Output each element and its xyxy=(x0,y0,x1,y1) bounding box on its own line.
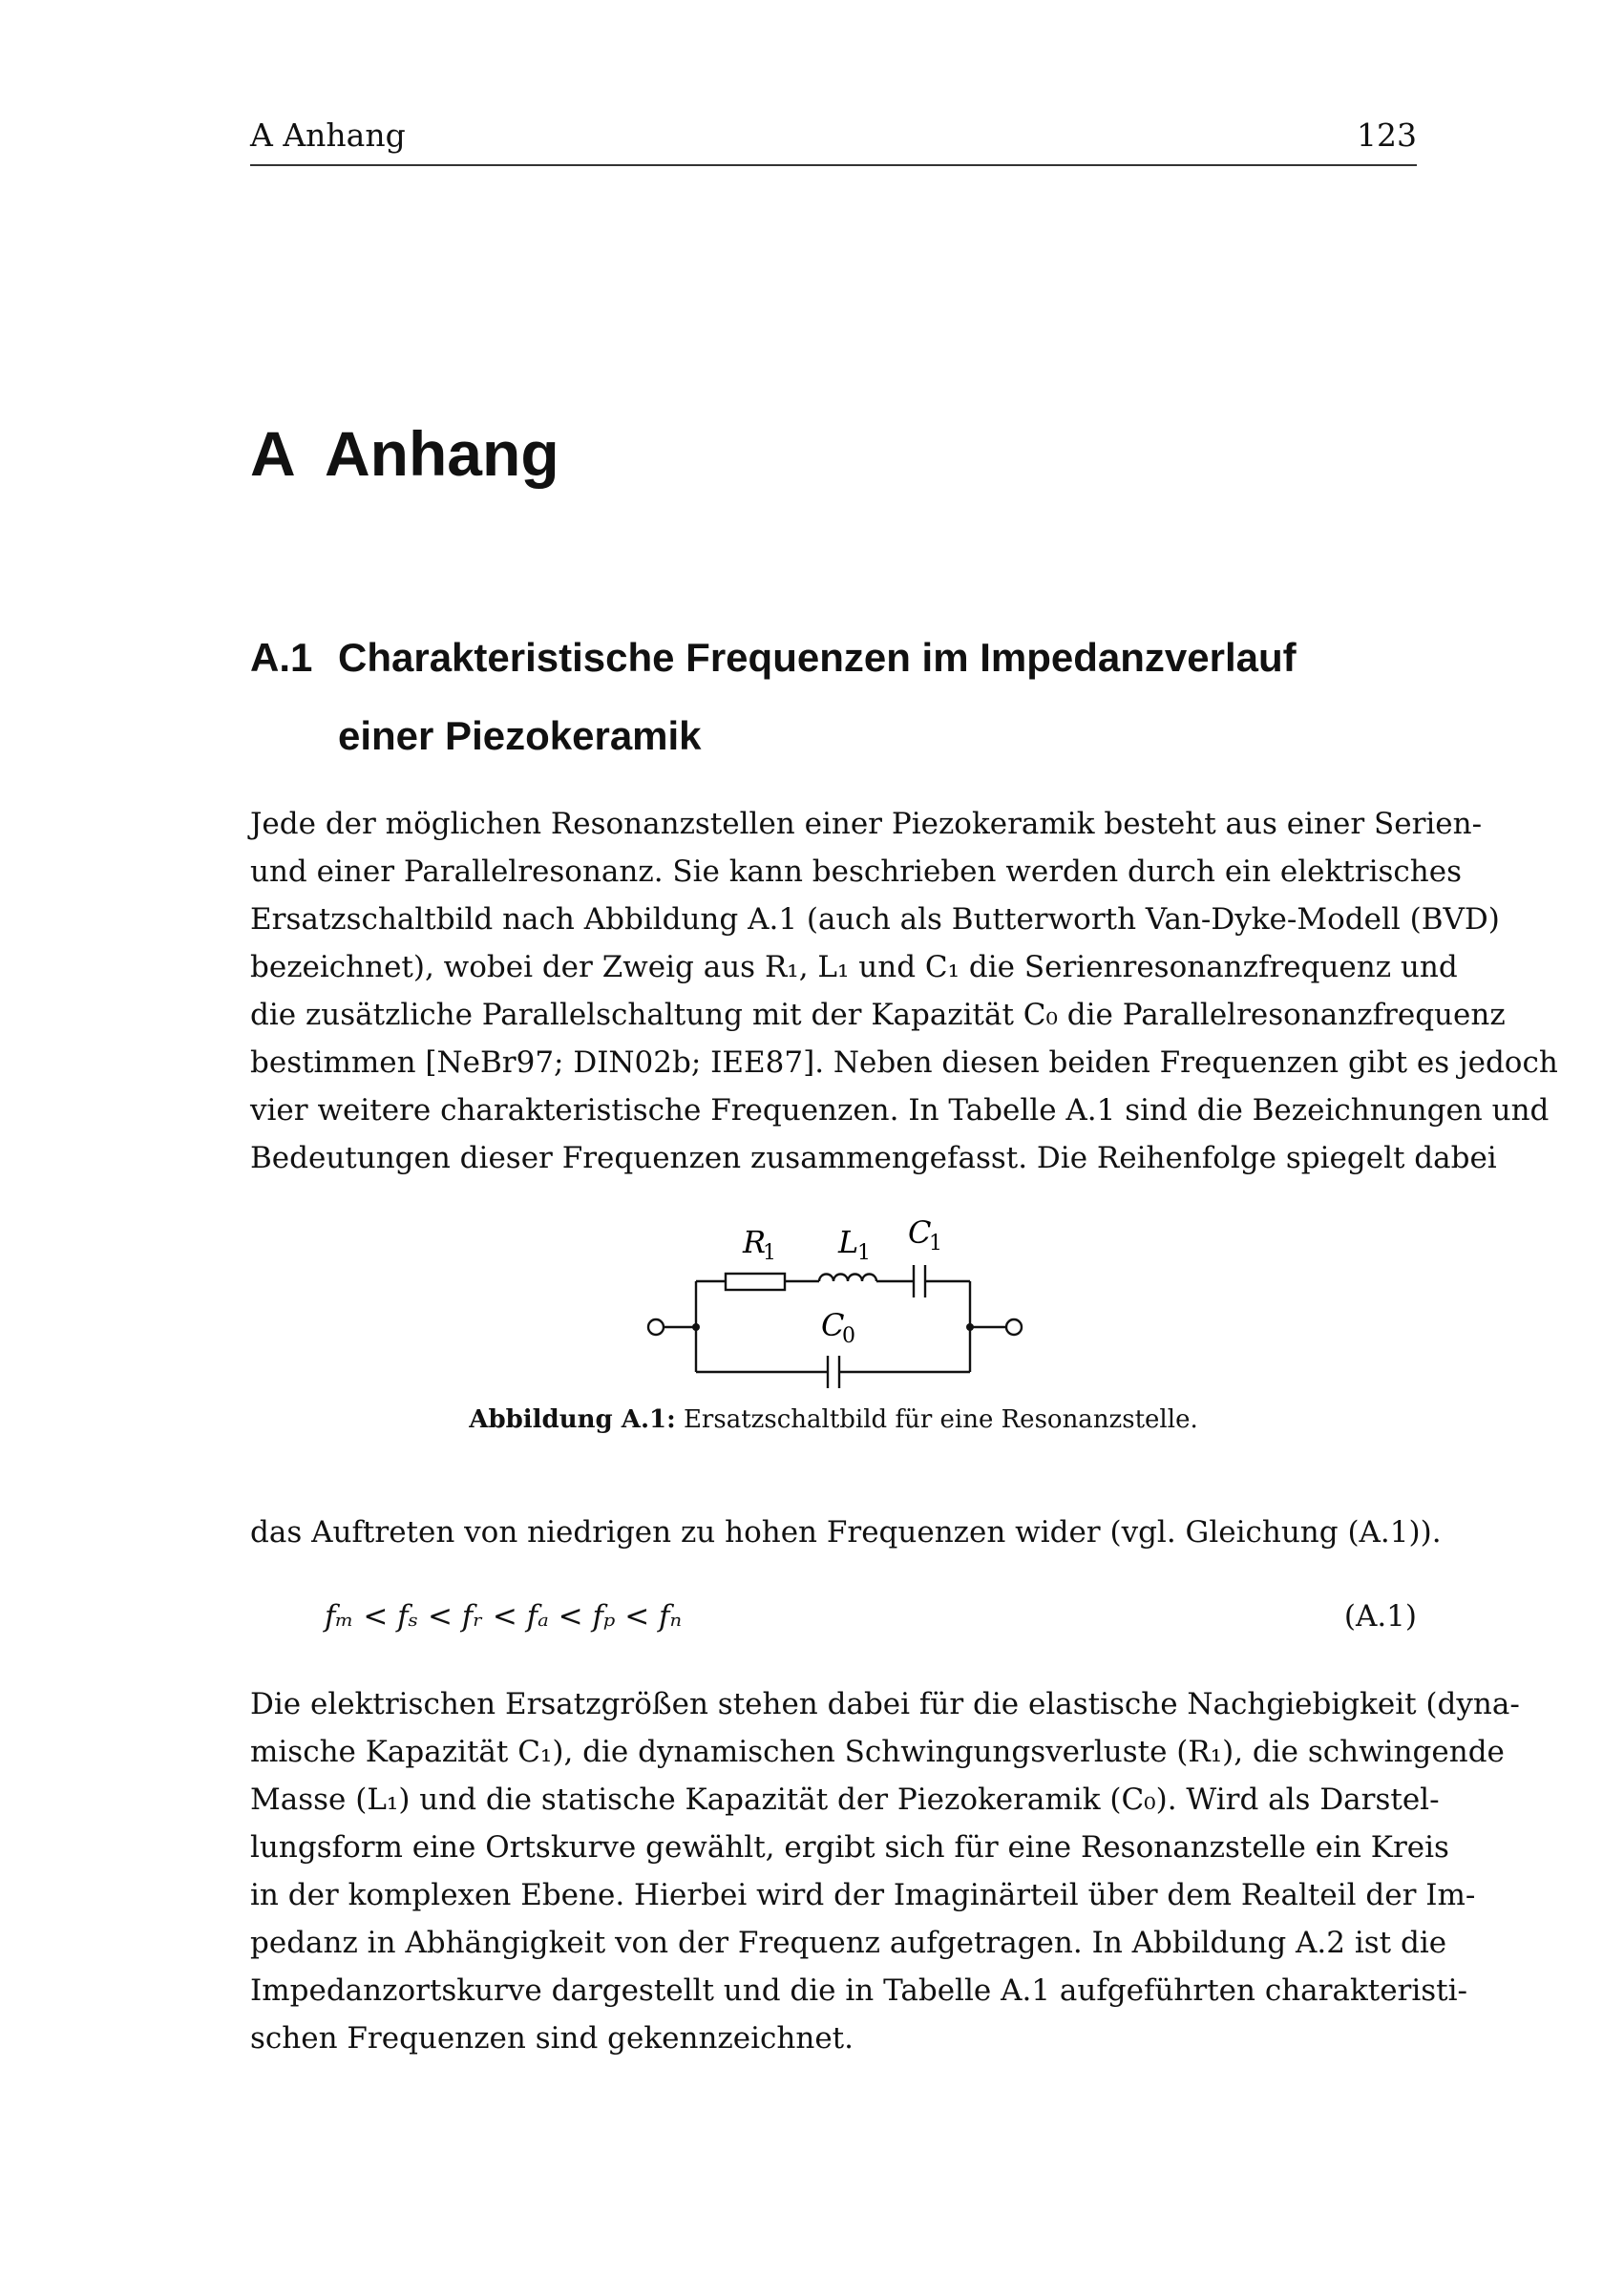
paragraph-3-line: schen Frequenzen sind gekennzeichnet. xyxy=(250,2021,854,2056)
chapter-title-text: Anhang xyxy=(325,418,559,489)
section-title-line-2: einer Piezokeramik xyxy=(338,713,702,758)
caption-text: Ersatzschaltbild für eine Resonanzstelle. xyxy=(675,1405,1198,1434)
section-title-line-1: Charakteristische Frequenzen im Impedanzverlauf xyxy=(338,635,1297,680)
page-number: 123 xyxy=(1357,116,1417,154)
circuit-figure xyxy=(630,1205,1031,1401)
paragraph-1 xyxy=(250,800,1558,1182)
paragraph-3-line: in der komplexen Ebene. Hierbei wird der Imaginärteil über dem Realteil der Im- xyxy=(250,1878,1476,1912)
paragraph-3-line: lungsform eine Ortskurve gewählt, ergibt sich für eine Resonanzstelle ein Kreis xyxy=(250,1830,1449,1865)
left-junction xyxy=(692,1323,700,1331)
running-head xyxy=(250,116,1417,166)
paragraph-1-line: Bedeutungen dieser Frequenzen zusammengefasst. Die Reihenfolge spiegelt dabei xyxy=(250,1141,1497,1175)
paragraph-2-line: das Auftreten von niedrigen zu hohen Frequenzen wider (vgl. Gleichung (A.1)). xyxy=(250,1515,1442,1550)
label-c1: C xyxy=(908,1214,932,1251)
label-r1-subscript: 1 xyxy=(763,1241,776,1265)
figure-caption xyxy=(250,1405,1417,1434)
chapter-number: A xyxy=(250,418,296,489)
circuit-diagram xyxy=(630,1205,1031,1396)
paragraph-1-line: Jede der möglichen Resonanzstellen einer Piezokeramik besteht aus einer Serien- xyxy=(250,807,1483,841)
paragraph-1-line: Ersatzschaltbild nach Abbildung A.1 (auch als Butterworth Van-Dyke-Modell (BVD) xyxy=(250,902,1500,937)
label-c0: C xyxy=(821,1307,845,1343)
paragraph-1-line: vier weitere charakteristische Frequenzen. In Tabelle A.1 sind die Bezeichnungen und xyxy=(250,1093,1550,1128)
inductor-l1 xyxy=(819,1275,876,1282)
paragraph-1-line: bestimmen [NeBr97; DIN02b; IEE87]. Neben diesen beiden Frequenzen gibt es jedoch xyxy=(250,1045,1558,1080)
equation-a1 xyxy=(325,1592,1417,1640)
paragraph-3 xyxy=(250,1680,1520,2062)
paragraph-3-line: Impedanzortskurve dargestellt und die in Tabelle A.1 aufgeführten charakteristi- xyxy=(250,1973,1468,2008)
label-l1: L xyxy=(838,1224,859,1260)
paragraph-1-line: und einer Parallelresonanz. Sie kann beschrieben werden durch ein elektrisches xyxy=(250,854,1462,889)
label-c1-subscript: 1 xyxy=(929,1232,942,1255)
running-head-chapter: A Anhang xyxy=(250,116,406,154)
right-junction xyxy=(966,1323,974,1331)
paragraph-3-line: Masse (L₁) und die statische Kapazität der Piezokeramik (C₀). Wird als Darstel- xyxy=(250,1782,1440,1817)
equation-number: (A.1) xyxy=(1343,1599,1417,1634)
resistor-r1 xyxy=(726,1274,785,1290)
equation-expression: fₘ < fₛ < fᵣ < fₐ < fₚ < fₙ xyxy=(325,1599,683,1634)
paragraph-3-line: mische Kapazität C₁), die dynamischen Schwingungsverluste (R₁), die schwingende xyxy=(250,1735,1505,1769)
chapter-title xyxy=(250,418,559,489)
label-l1-subscript: 1 xyxy=(857,1241,871,1265)
paragraph-1-line: die zusätzliche Parallelschaltung mit der Kapazität C₀ die Parallelresonanzfrequenz xyxy=(250,998,1506,1032)
paragraph-3-line: Die elektrischen Ersatzgrößen stehen dabei für die elastische Nachgiebigkeit (dyna- xyxy=(250,1687,1520,1721)
section-number: A.1 xyxy=(250,635,313,680)
paragraph-3-line: pedanz in Abhängigkeit von der Frequenz aufgetragen. In Abbildung A.2 ist die xyxy=(250,1926,1447,1960)
right-terminal xyxy=(1006,1319,1022,1335)
label-c0-subscript: 0 xyxy=(842,1324,855,1348)
paragraph-2 xyxy=(250,1508,1442,1556)
caption-label: Abbildung A.1: xyxy=(469,1405,676,1434)
label-r1: R xyxy=(743,1224,767,1260)
left-terminal xyxy=(648,1319,664,1335)
paragraph-1-line: bezeichnet), wobei der Zweig aus R₁, L₁ und C₁ die Serienresonanzfrequenz und xyxy=(250,950,1458,984)
